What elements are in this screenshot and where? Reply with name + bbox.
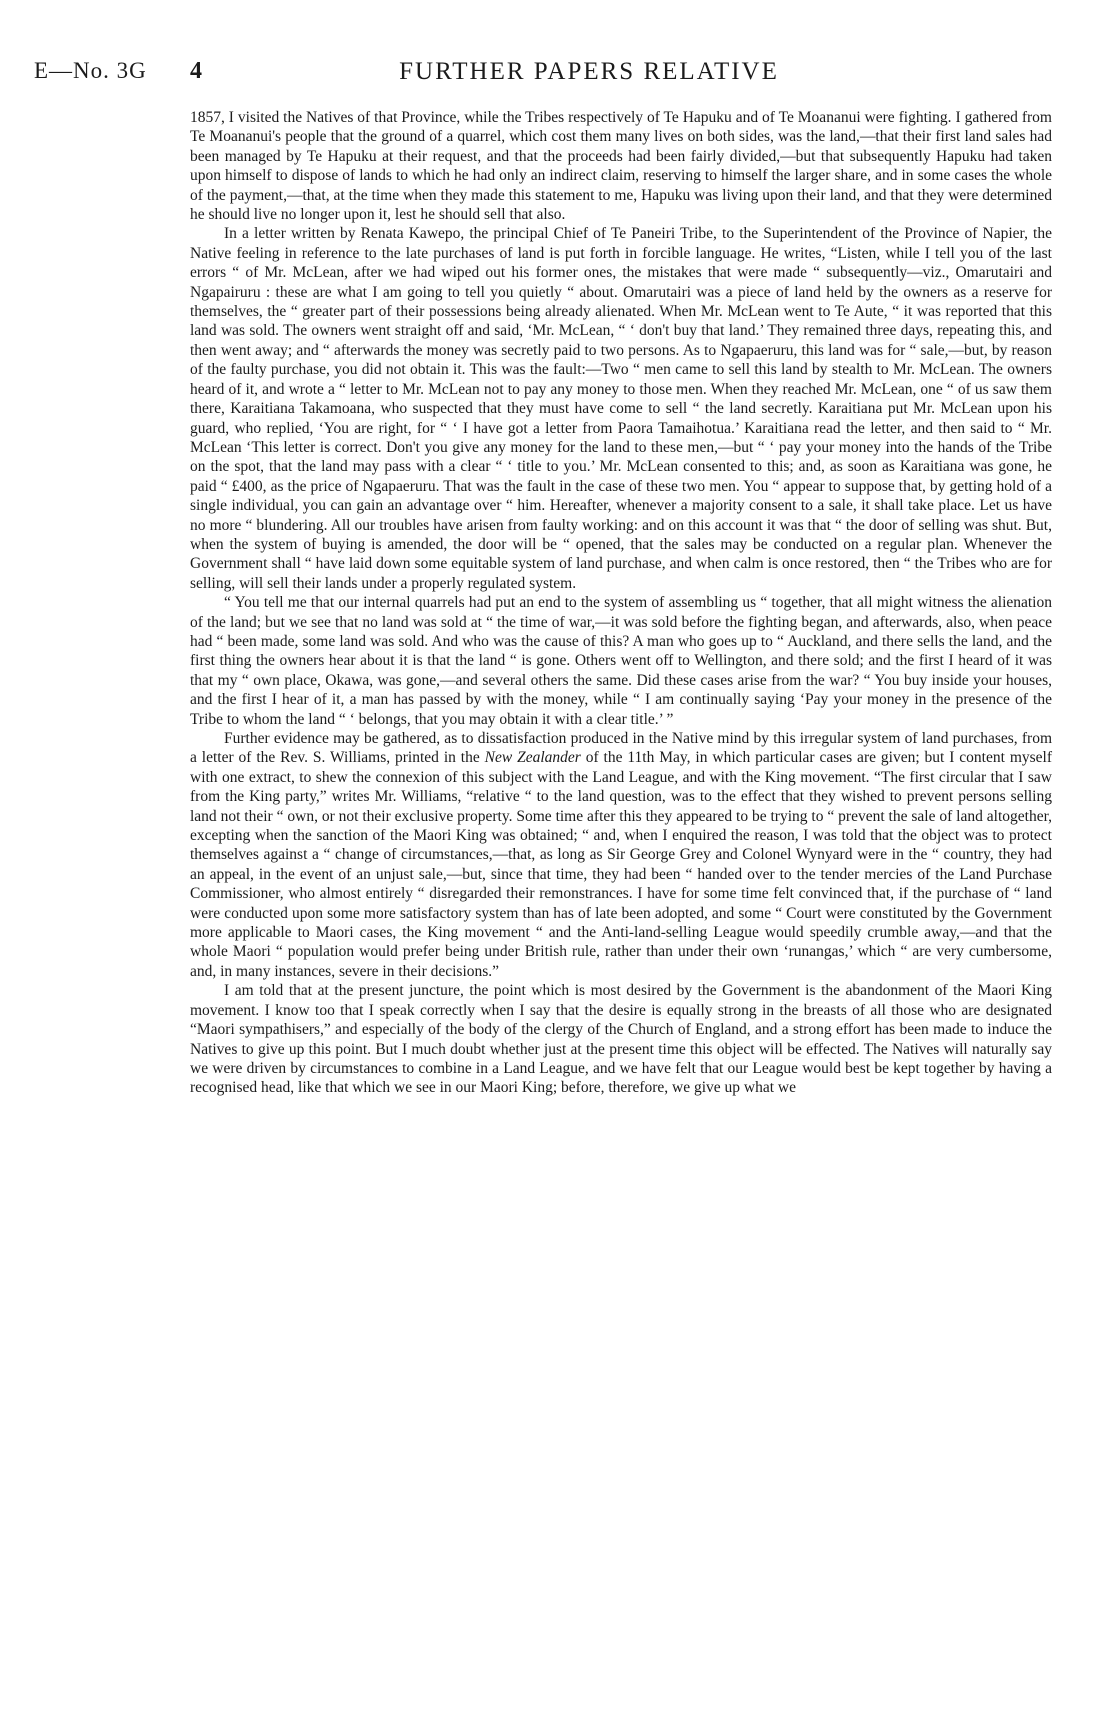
paragraph: 1857, I visited the Natives of that Province, while the Tribes respectively of Te Hapuku and of Te Moananui were fighting. I gathered from Te Moananui's people that the ground of a quarrel, which cost them many lives on both sides, was the land,—that their first land sales had been managed by Te Hapuku at their request, and that the proceeds had been fairly divided,—but that subsequently Hapuku had taken upon himself to dispose of lands to which he had only an indirect claim, reserving to himself the larger share, and in some cases the whole of the payment,—that, at the time when they made this statement to me, Hapuku was living upon their land, and that they were determined he should live no longer upon it, lest he should sell that also. xyxy=(190,109,1052,224)
page-header xyxy=(34,58,1084,90)
running-title: FURTHER PAPERS RELATIVE xyxy=(399,58,779,85)
page-number: 4 xyxy=(190,58,202,84)
paragraph: “ You tell me that our internal quarrels had put an end to the system of assembling us “ together, that all might witness the alienation of the land; but we see that no land was sold at “ the time of war,—it was sold before the fighting began, and afterwards, also, when peace had “ been made, some land was sold. And who was the cause of this? A man who goes up to “ Auckland, and there sells the land, and the first thing the owners hear about it is that the land “ is gone. Others went off to Wellington, and there sold; and the first I heard of it was that my “ own place, Okawa, was gone,—and several others the same. Did these cases arise from the war? “ You buy inside your houses, and the first I hear of it, a man has passed by with the money, while “ I am continually saying ‘Pay your money in the presence of the Tribe to whom the land “ ‘ belongs, that you may obtain it with a clear title.’ ” xyxy=(190,594,1052,728)
paragraph: I am told that at the present juncture, the point which is most desired by the Government is the abandonment of the Maori King movement. I know too that I speak correctly when I say that the desire is equally strong in the breasts of all those who are designated “Maori sympathisers,” and especially of the body of the clergy of the Church of England, and a strong effort has been made to induce the Natives to give up this point. But I much doubt whether just at the present time this object will be effected. The Natives will naturally say we were driven by circumstances to combine in a Land League, and we have felt that our League would best be kept together by having a recognised head, like that which we see in our Maori King; before, therefore, we give up what we xyxy=(190,982,1052,1097)
paragraph: In a letter written by Renata Kawepo, the principal Chief of Te Paneiri Tribe, to the Superintendent of the Province of Napier, the Native feeling in reference to the late purchases of land is put forth in forcible language. He writes, “Listen, while I tell you of the last errors “ of Mr. McLean, after we had wiped out his former ones, the mistakes that were made “ subsequently—viz., Omarutairi and Ngapairuru : these are what I am going to tell you quietly “ about. Omarutairi was a piece of land held by the owners as a reserve for themselves, the “ greater part of their possessions being already alienated. When Mr. McLean went to Te Aute, “ it was reported that this land was sold. The owners went straight off and said, ‘Mr. McLean, “ ‘ don't buy that land.’ They remained three days, repeating this, and then went away; and “ afterwards the money was secretly paid to two persons. As to Ngapaeruru, this land was for “ sale,—but, by reason of the faulty purchase, you did not obtain it. This was the fault:—Two “ men came to sell this land by stealth to Mr. McLean. The owners heard of it, and wrote a “ letter to Mr. McLean not to pay any money to those men. When they reached Mr. McLean, one “ of us saw them there, Karaitiana Takamoana, who suspected that they must have come to sell “ the land secretly. Karaitiana put Mr. McLean upon his guard, who replied, ‘You are right, for “ ‘ I have got a letter from Paora Tamaihotua.’ Karaitiana read the letter, and then said to “ Mr. McLean ‘This letter is correct. Don't you give any money for the land to these men,—but “ ‘ pay your money into the hands of the Tribe on the spot, that the land may pass with a clear “ ‘ title to you.’ Mr. McLean consented to this; and, as soon as Karaitiana was gone, he paid “ £400, as the price of Ngapaeruru. That was the fault in the case of these two men. You “ appear to suppose that, by getting hold of a single individual, you can gain an advantage over “ him. Hereafter, whenever a majority consent to a sale, it shall take place. Let us have no more “ blundering. All our troubles have arisen from faulty working: and on this account it was that “ the door of selling was shut. But, when the system of buying is amended, the door will be “ opened, that the sales may be conducted on a regular plan. Whenever the Government shall “ have laid down some equitable system of land purchase, and when calm is once restored, then “ the Tribes who are for selling, will sell their lands under a properly regulated system. xyxy=(190,225,1052,592)
body-text xyxy=(190,108,1052,1098)
paper-reference: E—No. 3G xyxy=(34,58,147,83)
newspaper-title: New Zealander xyxy=(484,749,581,767)
paragraph: Further evidence may be gathered, as to dissatisfaction produced in the Native mind by this irregular system of land purchases, from a letter of the Rev. S. Williams, printed in the New Zealander of the 11th May, in which particular cases are given; but I content myself with one extract, to shew the connexion of this subject with the Land League, and with the King movement. “The first circular that I saw from the King party,” writes Mr. Williams, “relative “ to the land question, was to the effect that they wished to prevent persons selling land not their “ own, or not their exclusive property. Some time after this they appeared to be trying to “ prevent the sale of land altogether, excepting when the sanction of the Maori King was obtained; “ and, when I enquired the reason, I was told that the object was to protect themselves against a “ change of circumstances,—that, as long as Sir George Grey and Colonel Wynyard were in the “ country, they had an appeal, in the event of an unjust sale,—but, since that time, they had been “ handed over to the tender mercies of the Land Purchase Commissioner, who almost entirely “ disregarded their remonstrances. I have for some time felt convinced that, if the purchase of “ land were conducted upon some more satisfactory system than has of late been adopted, and some “ Court were constituted by the Government more applicable to Maori cases, the King movement “ and the Anti-land-selling League would speedily crumble away,—and that the whole Maori “ population would prefer being under British rule, rather than under their own ‘runangas,’ which “ are very cumbersome, and, in many instances, severe in their decisions.” xyxy=(190,730,1053,980)
